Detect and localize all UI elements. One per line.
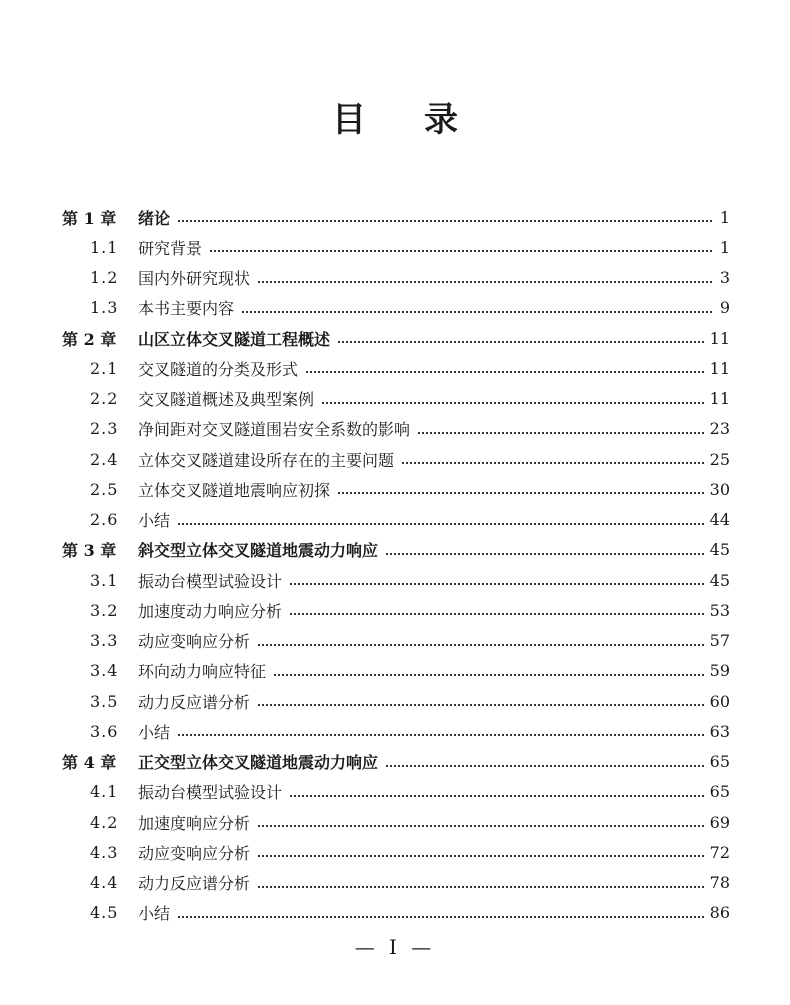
toc-leader-dots [178,507,704,525]
toc-section-entry[interactable] [62,898,730,928]
toc-section-entry[interactable] [62,777,730,807]
toc-entry-title: 本书主要内容 [138,299,235,319]
toc-entry-number: 4.1 [90,782,119,802]
toc-entry-number: 3.1 [90,570,119,590]
toc-entry-title: 斜交型立体交叉隧道地震动力响应 [138,541,379,561]
toc-entry-number: 2.1 [90,358,119,378]
toc-leader-dots [258,688,704,706]
toc-entry-page-number: 65 [709,752,730,772]
toc-entry-number: 2.6 [90,510,119,530]
toc-entry-page-number: 11 [709,328,730,348]
toc-entry-title: 立体交叉隧道地震响应初探 [138,480,331,500]
toc-entry-number: 第 1 章 [62,208,117,228]
toc-entry-number: 2.5 [90,479,119,499]
toc-leader-dots [258,839,704,857]
toc-entry-number: 4.3 [90,842,119,862]
toc-leader-dots [338,325,704,343]
toc-entry-title: 加速度动力响应分析 [138,601,283,621]
toc-chapter-entry[interactable] [62,323,730,353]
toc-section-entry[interactable] [62,686,730,716]
toc-entry-page-number: 44 [709,510,730,530]
page-title [0,92,790,141]
toc-entry-title: 加速度响应分析 [138,813,251,833]
toc-section-entry[interactable] [62,565,730,595]
toc-entry-page-number: 57 [709,631,730,651]
toc-entry-page-number: 72 [709,842,730,862]
toc-entry-number: 第 2 章 [62,329,117,349]
toc-section-entry[interactable] [62,353,730,383]
toc-entry-page-number: 63 [709,721,730,741]
toc-entry-number: 1.3 [90,298,119,318]
toc-entry-page-number: 9 [719,298,730,318]
toc-leader-dots [386,537,704,555]
toc-leader-dots [386,749,704,767]
toc-entry-page-number: 53 [709,600,730,620]
toc-entry-number: 第 4 章 [62,753,117,773]
toc-leader-dots [402,446,704,464]
toc-entry-number: 1.1 [90,237,119,257]
toc-entry-page-number: 25 [709,449,730,469]
toc-entry-number: 3.4 [90,661,119,681]
toc-entry-page-number: 45 [709,570,730,590]
toc-section-entry[interactable] [62,595,730,625]
toc-entry-page-number: 30 [709,479,730,499]
toc-entry-title: 山区立体交叉隧道工程概述 [138,329,331,349]
toc-entry-title: 国内外研究现状 [138,269,251,289]
toc-section-entry[interactable] [62,444,730,474]
toc-entry-number: 第 3 章 [62,541,117,561]
toc-entry-title: 绪论 [138,208,171,228]
toc-entry-page-number: 86 [709,903,730,923]
toc-entry-page-number: 65 [709,782,730,802]
toc-entry-number: 2.4 [90,449,119,469]
toc-entry-title: 小结 [138,904,171,924]
toc-section-entry[interactable] [62,626,730,656]
toc-entry-number: 3.3 [90,631,119,651]
toc-entry-title: 立体交叉隧道建设所存在的主要问题 [138,450,395,470]
toc-leader-dots [338,476,704,494]
toc-leader-dots [258,870,704,888]
toc-entry-title: 动力反应谱分析 [138,692,251,712]
toc-section-entry[interactable] [62,505,730,535]
toc-entry-page-number: 11 [709,389,730,409]
toc-entry-page-number: 11 [709,358,730,378]
toc-entry-title: 环向动力响应特征 [138,662,267,682]
toc-leader-dots [258,628,704,646]
toc-leader-dots [290,779,704,797]
toc-entry-page-number: 60 [709,691,730,711]
toc-section-entry[interactable] [62,293,730,323]
toc-leader-dots [258,265,712,283]
toc-leader-dots [210,234,712,252]
toc-entry-title: 动应变响应分析 [138,632,251,652]
toc-leader-dots [418,416,704,434]
toc-entry-number: 4.4 [90,873,119,893]
toc-section-entry[interactable] [62,716,730,746]
toc-entry-number: 2.2 [90,389,119,409]
toc-entry-number: 1.2 [90,268,119,288]
toc-leader-dots [290,567,704,585]
toc-entry-title: 小结 [138,511,171,531]
toc-leader-dots [274,658,704,676]
toc-entry-number: 4.2 [90,812,119,832]
toc-entry-page-number: 59 [709,661,730,681]
toc-leader-dots [178,900,704,918]
toc-entry-page-number: 1 [719,207,730,227]
toc-section-entry[interactable] [62,263,730,293]
toc-entry-title: 振动台模型试验设计 [138,783,283,803]
toc-entry-title: 振动台模型试验设计 [138,571,283,591]
toc-section-entry[interactable] [62,384,730,414]
toc-chapter-entry[interactable] [62,747,730,777]
toc-entry-title: 动力反应谱分析 [138,874,251,894]
toc-entry-number: 3.5 [90,691,119,711]
toc-leader-dots [322,386,704,404]
toc-entry-title: 研究背景 [138,238,203,258]
page-number-footer: — I — [354,935,436,959]
toc-entry-number: 3.2 [90,600,119,620]
toc-section-entry[interactable] [62,807,730,837]
toc-entry-page-number: 45 [709,540,730,560]
toc-leader-dots [306,355,704,373]
toc-chapter-entry[interactable] [62,202,730,232]
toc-section-entry[interactable] [62,474,730,504]
table-of-contents [62,202,730,928]
toc-entry-number: 2.3 [90,419,119,439]
toc-section-entry[interactable] [62,868,730,898]
toc-entry-page-number: 69 [709,812,730,832]
toc-section-entry[interactable] [62,232,730,262]
toc-chapter-entry[interactable] [62,535,730,565]
toc-entry-title: 交叉隧道概述及典型案例 [138,390,315,410]
toc-entry-page-number: 78 [709,873,730,893]
toc-section-entry[interactable] [62,837,730,867]
toc-entry-page-number: 3 [719,268,730,288]
toc-leader-dots [242,295,712,313]
toc-entry-title: 小结 [138,722,171,742]
toc-leader-dots [290,597,704,615]
toc-section-entry[interactable] [62,656,730,686]
toc-entry-number: 4.5 [90,903,119,923]
toc-section-entry[interactable] [62,414,730,444]
page-title-part1: 目 [332,100,366,140]
toc-entry-number: 3.6 [90,721,119,741]
toc-leader-dots [178,718,704,736]
toc-leader-dots [258,809,704,827]
page-title-part2: 录 [424,100,458,140]
toc-entry-title: 交叉隧道的分类及形式 [138,359,299,379]
toc-leader-dots [178,204,712,222]
toc-entry-page-number: 1 [719,237,730,257]
toc-entry-title: 正交型立体交叉隧道地震动力响应 [138,753,379,773]
toc-entry-page-number: 23 [709,419,730,439]
toc-entry-title: 净间距对交叉隧道围岩安全系数的影响 [138,420,411,440]
toc-entry-title: 动应变响应分析 [138,843,251,863]
